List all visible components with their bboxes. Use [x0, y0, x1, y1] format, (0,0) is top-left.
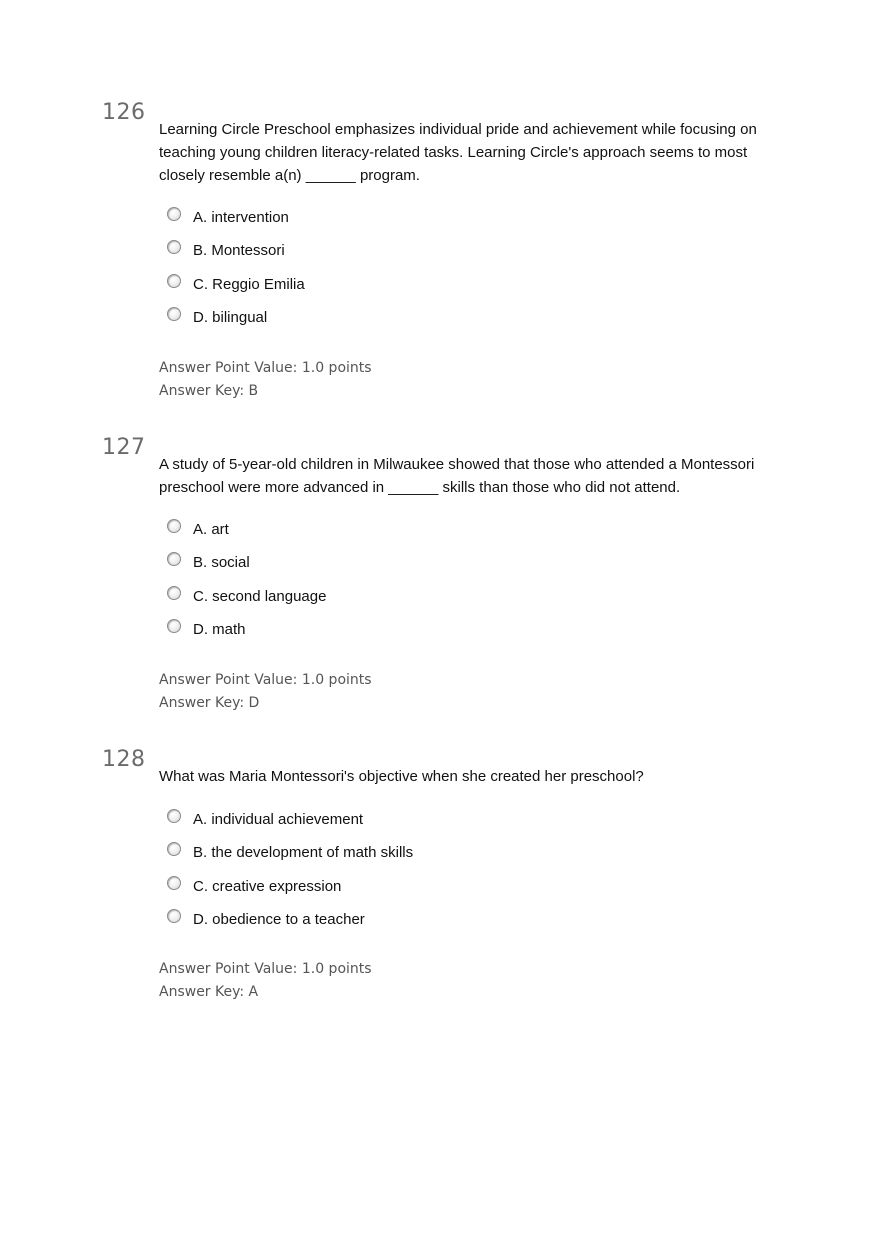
- point-value: Answer Point Value: 1.0 points: [159, 672, 372, 688]
- option-label: B. the development of math skills: [193, 844, 414, 862]
- option-label: A. individual achievement: [193, 811, 364, 828]
- question-text: Learning Circle Preschool emphasizes individual pride and achievement while focusing on teaching young children literacy-related tasks. Learning Circle's approach seems to most closely resemble a(n) ______ program.: [159, 121, 757, 184]
- option-label: B. Montessori: [193, 242, 285, 260]
- question-number: 126: [102, 100, 146, 125]
- radio-button[interactable]: [167, 552, 181, 566]
- option-label: A. intervention: [193, 209, 289, 226]
- answer-key: Answer Key: D: [159, 695, 260, 711]
- option-label: A. art: [193, 521, 229, 538]
- radio-button[interactable]: [167, 842, 181, 856]
- option-label: D. obedience to a teacher: [193, 910, 365, 928]
- option-label: C. second language: [193, 587, 327, 605]
- question-text: A study of 5-year-old children in Milwaukee showed that those who attended a Montessori preschool were more advanced in ______ skills than those who did not attend.: [159, 456, 755, 496]
- radio-button[interactable]: [167, 809, 181, 823]
- point-value: Answer Point Value: 1.0 points: [159, 961, 372, 977]
- answer-meta: [159, 669, 372, 715]
- answer-key: Answer Key: A: [159, 984, 259, 1000]
- radio-button[interactable]: [167, 586, 181, 600]
- option-label: B. social: [193, 554, 250, 572]
- radio-button[interactable]: [167, 307, 181, 321]
- radio-button[interactable]: [167, 240, 181, 254]
- answer-meta: [159, 958, 372, 1004]
- question-text: What was Maria Montessori's objective when she created her preschool?: [159, 768, 644, 785]
- radio-button[interactable]: [167, 274, 181, 288]
- radio-button[interactable]: [167, 876, 181, 890]
- radio-button[interactable]: [167, 519, 181, 533]
- point-value: Answer Point Value: 1.0 points: [159, 360, 372, 376]
- option-label: C. Reggio Emilia: [193, 275, 305, 293]
- question-number: 128: [102, 747, 146, 772]
- radio-button[interactable]: [167, 619, 181, 633]
- option-label: D. bilingual: [193, 308, 268, 326]
- option-label: C. creative expression: [193, 877, 342, 895]
- answer-key: Answer Key: B: [159, 383, 259, 399]
- question-number: 127: [102, 435, 146, 460]
- radio-button[interactable]: [167, 207, 181, 221]
- option-label: D. math: [193, 620, 246, 638]
- answer-meta: [159, 357, 372, 403]
- radio-button[interactable]: [167, 909, 181, 923]
